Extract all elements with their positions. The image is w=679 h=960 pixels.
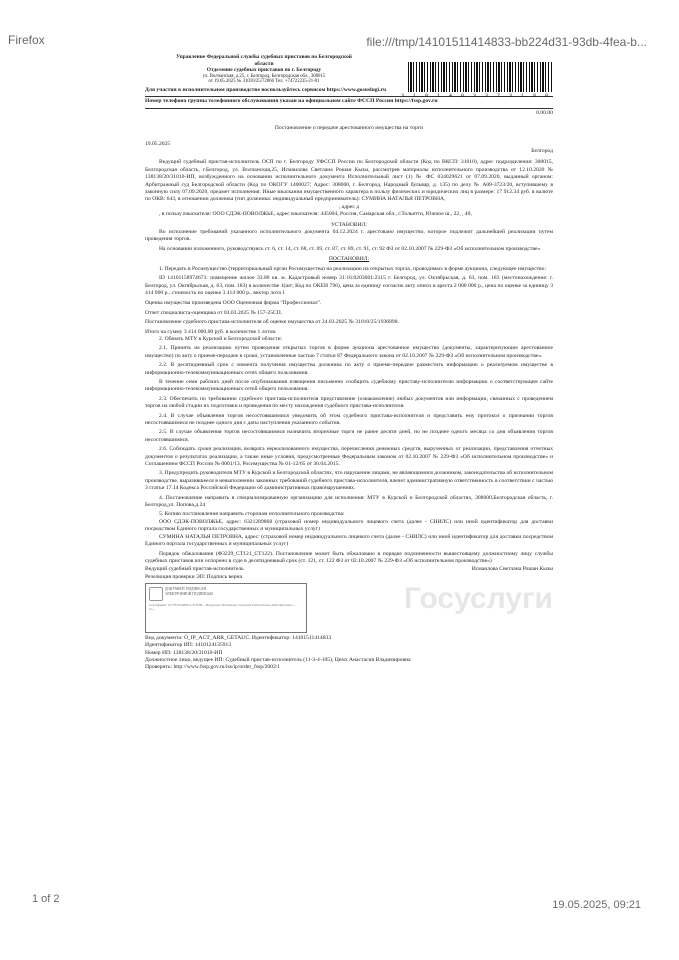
footer-id: Идентификатор ИП: 1410124135913	[145, 642, 232, 649]
clause-2-2b: В течение семи рабочих дней после опубликования извещения письменно сообщить судебному приставу-исполнителю информацию о соответствующем сайте информационно-телекоммуникационных сетей общего пользования.	[145, 378, 553, 393]
gosuslugi-note: Для участия в исполнительном производстве воспользуйтесь сервисом https://www.gosuslugi.ru	[145, 86, 387, 93]
total-amount: Итого на сумму 3 414 000,00 руб. в количестве 1 лотов.	[145, 328, 277, 335]
established-heading: УСТАНОВИЛ:	[330, 221, 368, 228]
barcode-number: 3 1 0 1 4 0 3 3 7 3 1 8 0	[400, 93, 551, 99]
org-ref: от 19.05.2025 № 31010/25/72866 Тел. +74722235-21-01	[208, 79, 320, 85]
clause-3: 3. Предупредить руководителя МТУ в Курской и Белгородской областях, что нарушение лицами, не являющимися должником, законодательства об исполнительном производстве, выразившееся в невыполнении законных требований судебного пристава-исполнителя, влечет административную ответственность в соответствии с частью 3 статьи 17.14 Кодекса Российской Федерации об административных правонарушениях.	[145, 470, 553, 492]
clause-5-party-a: ООО СДЭК-ПОВОЛЖЬЕ, адрес: 6321289868 (страховой номер индивидуального лицевого счета (далее - СНИЛС) или иной идентификатор для доставки посредством Единого портала государственных и муниципальных услуг)	[145, 518, 553, 533]
appraisal-resolution: Постановление судебного пристава-исполнителя об оценке имущества от 24.03.2025 № 31010/25/1936898.	[145, 319, 399, 326]
divider	[145, 108, 553, 109]
creditor-paragraph: , в пользу взыскателя: ООО СДЭК-ПОВОЛЖЬЕ, адрес взыскателя: 445004, Россия, Самарская обл., г.Тольятти, Южное ш., 22, , 40,	[159, 211, 472, 218]
footer-check-link[interactable]: Проверить: http://www.fssp.gov.ru/iss/ip/order_fssp/2002/1	[145, 663, 281, 670]
appraisal-report: Отчет специалиста-оценщика от 03.03.2025 № 157-25СП.	[145, 309, 283, 316]
clause-2-2: 2.2. В десятидневный срок с момента получения имущества должника по акту о приеме-передаче разместить информацию о реализуемом имуществе в информационно-телекоммуникационных сетях общего пользования.	[145, 362, 553, 376]
clause-2-6: 2.6. Соблюдать сроки реализации, возврата нереализованного имущества, перечисления денежных средств, вырученных от реализации, представления отчетных документов о результатах реализации, а также иные условия, предусмотренные Федеральным законом от 02.10.2007 № 229-ФЗ «Об исполнительном производстве» и Соглашением ФССП России № 0001/13, Росимущества № 01-12/65 от 30.04.2015.	[145, 446, 553, 468]
clause-5: 5. Копию постановления направить сторонам исполнительного производства:	[159, 511, 345, 518]
barcode	[408, 62, 553, 92]
clause-1-item: ID 14101158974673: помещение жилое 33.80 кв. м. Кадастровый номер 31:16:0203001:2315 г. Белгород, ул. Октябрьская, д. 63, пом. 183 (местонахождение: г. Белгород, ул. Октябрьская, д. 63, пом. 183) в количестве 1(шт; Код по ОКЕИ 796), цена за единицу согласно акту описи и ареста 2 000 000 р., цена по оценке за единицу 3 414 000 р., стоимость по оценке 3 414 000 р., вектор лота 1	[145, 275, 553, 296]
print-datetime: 19.05.2025, 09:21	[552, 899, 641, 911]
sign-name: Исмаилова Светлана Рошан Кызы	[471, 566, 553, 573]
phone-note: Номер телефона группы телефонного обслуживания указан на официальном сайте ФССП России https://fssp.gov.ru	[145, 98, 438, 105]
established-text: Во исполнение требований указанного исполнительного документа 04.12.2024 г. арестовано имущество, которое подлежит дальнейшей реализации путем проведения торгов.	[145, 229, 553, 243]
clause-2-4: 2.4. В случае объявления торгов несостоявшимися уведомить об этом судебного пристава-исполнителя и представить ему протокол о признании торгов несостоявшимися не позднее одного дня с даты наступления указанного события.	[145, 412, 553, 426]
clause-4: 4. Постановление направить в специализированную организацию для исполнения: МТУ в Курской и Белгородской областях, 308000,Белгородская область, г. Белгород,ул. Попова,д.24	[145, 494, 553, 509]
page-indicator: 1 of 2	[32, 893, 60, 905]
clause-5-party-b-name: СУМИНА НАТАЛЬЯ ПЕТРОВНА, адрес:	[159, 533, 260, 540]
emblem-icon	[149, 587, 163, 601]
org-name-cont: области	[254, 60, 274, 67]
doc-city: Белгород	[531, 148, 553, 154]
stamp-details: Сертификат: 0177F18A9BE1C3CF3B... Владелец: Исмаилова Светлана Рошан Кызы Действителен с ... по ...	[149, 603, 298, 612]
clause-2: 2. Обязать МТУ в Курской и Белгородской области:	[159, 335, 283, 342]
doc-title: Постановление о передаче арестованного имущества на торги	[274, 125, 424, 132]
org-name: Управление Федеральной службы судебных приставов по Белгородской	[176, 54, 352, 60]
clause-2-1: 2.1. Принять на реализацию путем проведения открытых торгов в форме аукциона арестованное имущество (документы, характеризующие арестованное имущество) по акту о приеме-передаче в сроки, установленные частью 7 статьи 87 Федерального закона от 02.10.2007 № 229-ФЗ «Об исполнительном производстве».	[145, 345, 553, 359]
org-division: Отделение судебных приставов по г. Белгороду	[206, 67, 322, 74]
doc-code: 0.00.00	[536, 109, 553, 116]
footer-doc-type: Вид документа: O_IP_ACT_ARR_GETAUC. Идентификатор: 14101511414833	[145, 635, 332, 642]
viewer-url[interactable]: file:///tmp/14101511414833-bb224d31-93db-4fea-b...	[366, 35, 647, 49]
resolved-heading: ПОСТАНОВИЛ:	[328, 256, 370, 263]
debtor-address: , адрес д	[338, 203, 360, 210]
e-signature-stamp	[145, 583, 553, 635]
document-footer	[145, 635, 553, 671]
intro-paragraph: Ведущий судебный пристав-исполнитель ОСП по г. Белгороду УФССП России по Белгородской области (Код по ВКСП: 31010), адрес подразделения: 308015, Белгородская область, г.Белгород, ул. Волчанская,25, Исмаилова Светлана Рошан Кызы, рассмотрев материалы исполнительного производства от 12.10.2020 № 138138/20/31010-ИП, возбужденного на основании исполнительного документа Исполнительный лист (1) № ФС 034029621 от 07.09.2020, выданный органом: Арбитражный суд Белгородской области (Код по ОКОГУ 1400027; Адрес: 308000, г. Белгород, Народный бульвар, д. 135) по делу № А08-3723/20, вступившему в законную силу 07.09.2020, предмет исполнения: Иные взыскания имущественного характера в пользу физических и юридических лиц в размере: 17 912.34 руб. в валюте по ОКВ: 643, в отношении должника (тип должника: индивидуальный предприниматель): СУМИНА НАТАЛЬЯ ПЕТРОВНА,	[145, 159, 553, 203]
clause-2-5: 2.5. В случае объявления торгов несостоявшимися назначить вторичные торги не ранее десяти дней, но не позднее одного месяца со дня объявления торгов несостоявшимися.	[145, 429, 553, 443]
doc-date: 19.05.2025	[145, 140, 171, 147]
stamp-line-1: ДОКУМЕНТ ПОДПИСАН	[165, 587, 207, 592]
footer-ip-number: Номер ИП: 138138/20/31010-ИП	[145, 649, 223, 656]
clause-5-party-b-rest: (страховой номер индивидуального лицевого счета (далее - СНИЛС) или иной идентификатор для доставки посредством Единого портала государственных и муниципальных услуг)	[145, 533, 553, 548]
document-page	[145, 54, 553, 671]
stamp-line-2: ЭЛЕКТРОННОЙ ПОДПИСЬЮ	[165, 591, 214, 596]
signature-check: Резолюция проверки ЭП: Подпись верна	[145, 573, 242, 580]
clause-1: 1. Передать в Росимущество (территориальный орган Росимущества) на реализацию на открытых торгах, проводимых в форме аукциона, следующее имущество:	[159, 265, 547, 272]
appraisal: Оценка имущества произведена ООО Оценочная фирма "Профессионал".	[145, 300, 322, 307]
clause-5-party-b	[145, 534, 553, 549]
footer-official: Должностное лицо, ведущее ИП: Судебный пристав-исполнитель (11-3-4-105), Цемх Анастасия Владимировна	[145, 656, 411, 663]
sign-role: Ведущий судебный пристав-исполнитель	[145, 566, 244, 573]
gosuslugi-watermark: Госуслуги	[403, 582, 553, 616]
law-basis: На основании изложенного, руководствуясь ст. 6, ст. 14, ст. 68, ст. 69, ст. 87, ст. 89, ст. 91, ст. 92 ФЗ от 02.10.2007 № 229-ФЗ «Об исполнительном производстве»	[159, 245, 541, 252]
appeal-order: Порядок обжалования (Ф3229_СТ121_СТ122). Постановление может быть обжаловано в порядке подчиненности вышестоящему должностному лицу службы судебных приставов или оспорено в суде в десятидневный срок (ст. 121, ст. 122 ФЗ от 02.10.2007 № 229-ФЗ «Об исполнительном производстве»)	[145, 550, 553, 564]
viewer-app-title: Firefox	[8, 33, 45, 47]
org-address: ул. Волчанская, д.25, г. Белгород, Белгородская обл., 308015	[202, 73, 326, 79]
clause-2-3: 2.3. Обеспечить по требованию судебного пристава-исполнителя представление (ознакомление) любых документов или информации, связанных с проведением торгов на любой стадии их подготовки и проведения по месту нахождения судебного пристава-исполнителя.	[145, 395, 553, 410]
